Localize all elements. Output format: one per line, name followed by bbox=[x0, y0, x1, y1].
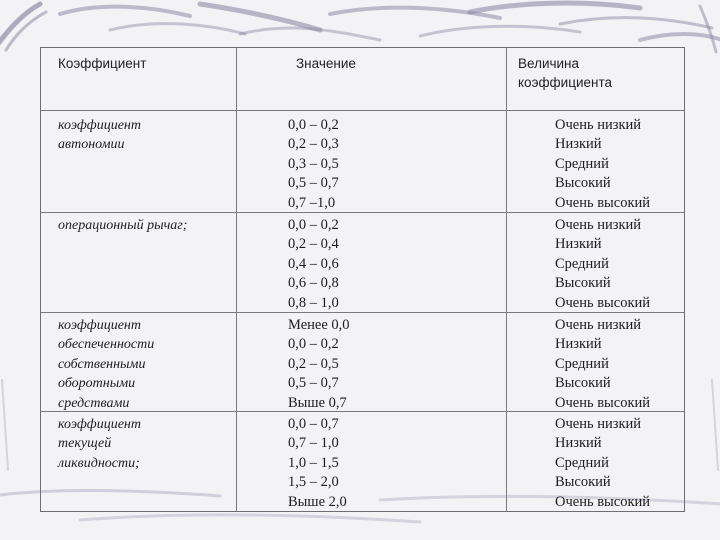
row-levels: Очень низкий Низкий Средний Высокий Очень высокий bbox=[555, 317, 651, 411]
row-values: Менее 0,0 0,0 – 0,2 0,2 – 0,5 0,5 – 0,7 Выше 0,7 bbox=[288, 317, 350, 411]
row-values: 0,0 – 0,2 0,2 – 0,3 0,3 – 0,5 0,5 – 0,7 0,7 –1,0 bbox=[288, 117, 339, 211]
header-coefficient: Коэффициент bbox=[58, 56, 147, 71]
row-levels: Очень низкий Низкий Средний Высокий Очень высокий bbox=[555, 117, 651, 211]
coefficients-table bbox=[40, 47, 685, 512]
row-name: коэффициент обеспеченности собственными оборотными средствами bbox=[58, 318, 155, 411]
row-levels: Очень низкий Низкий Средний Высокий Очень высокий bbox=[555, 217, 651, 311]
row-levels: Очень низкий Низкий Средний Высокий Очень высокий bbox=[555, 416, 651, 510]
header-value: Значение bbox=[296, 56, 356, 71]
column-divider bbox=[506, 48, 507, 511]
row-divider bbox=[41, 110, 684, 111]
column-divider bbox=[236, 48, 237, 511]
row-values: 0,0 – 0,7 0,7 – 1,0 1,0 – 1,5 1,5 – 2,0 Выше 2,0 bbox=[288, 416, 347, 510]
row-name: коэффициент текущей ликвидности; bbox=[58, 417, 141, 471]
row-name: операционный рычаг; bbox=[58, 218, 188, 233]
row-name: коэффициент автономии bbox=[58, 118, 141, 153]
row-values: 0,0 – 0,2 0,2 – 0,4 0,4 – 0,6 0,6 – 0,8 0,8 – 1,0 bbox=[288, 217, 339, 311]
header-level: Величина коэффициента bbox=[518, 56, 612, 90]
